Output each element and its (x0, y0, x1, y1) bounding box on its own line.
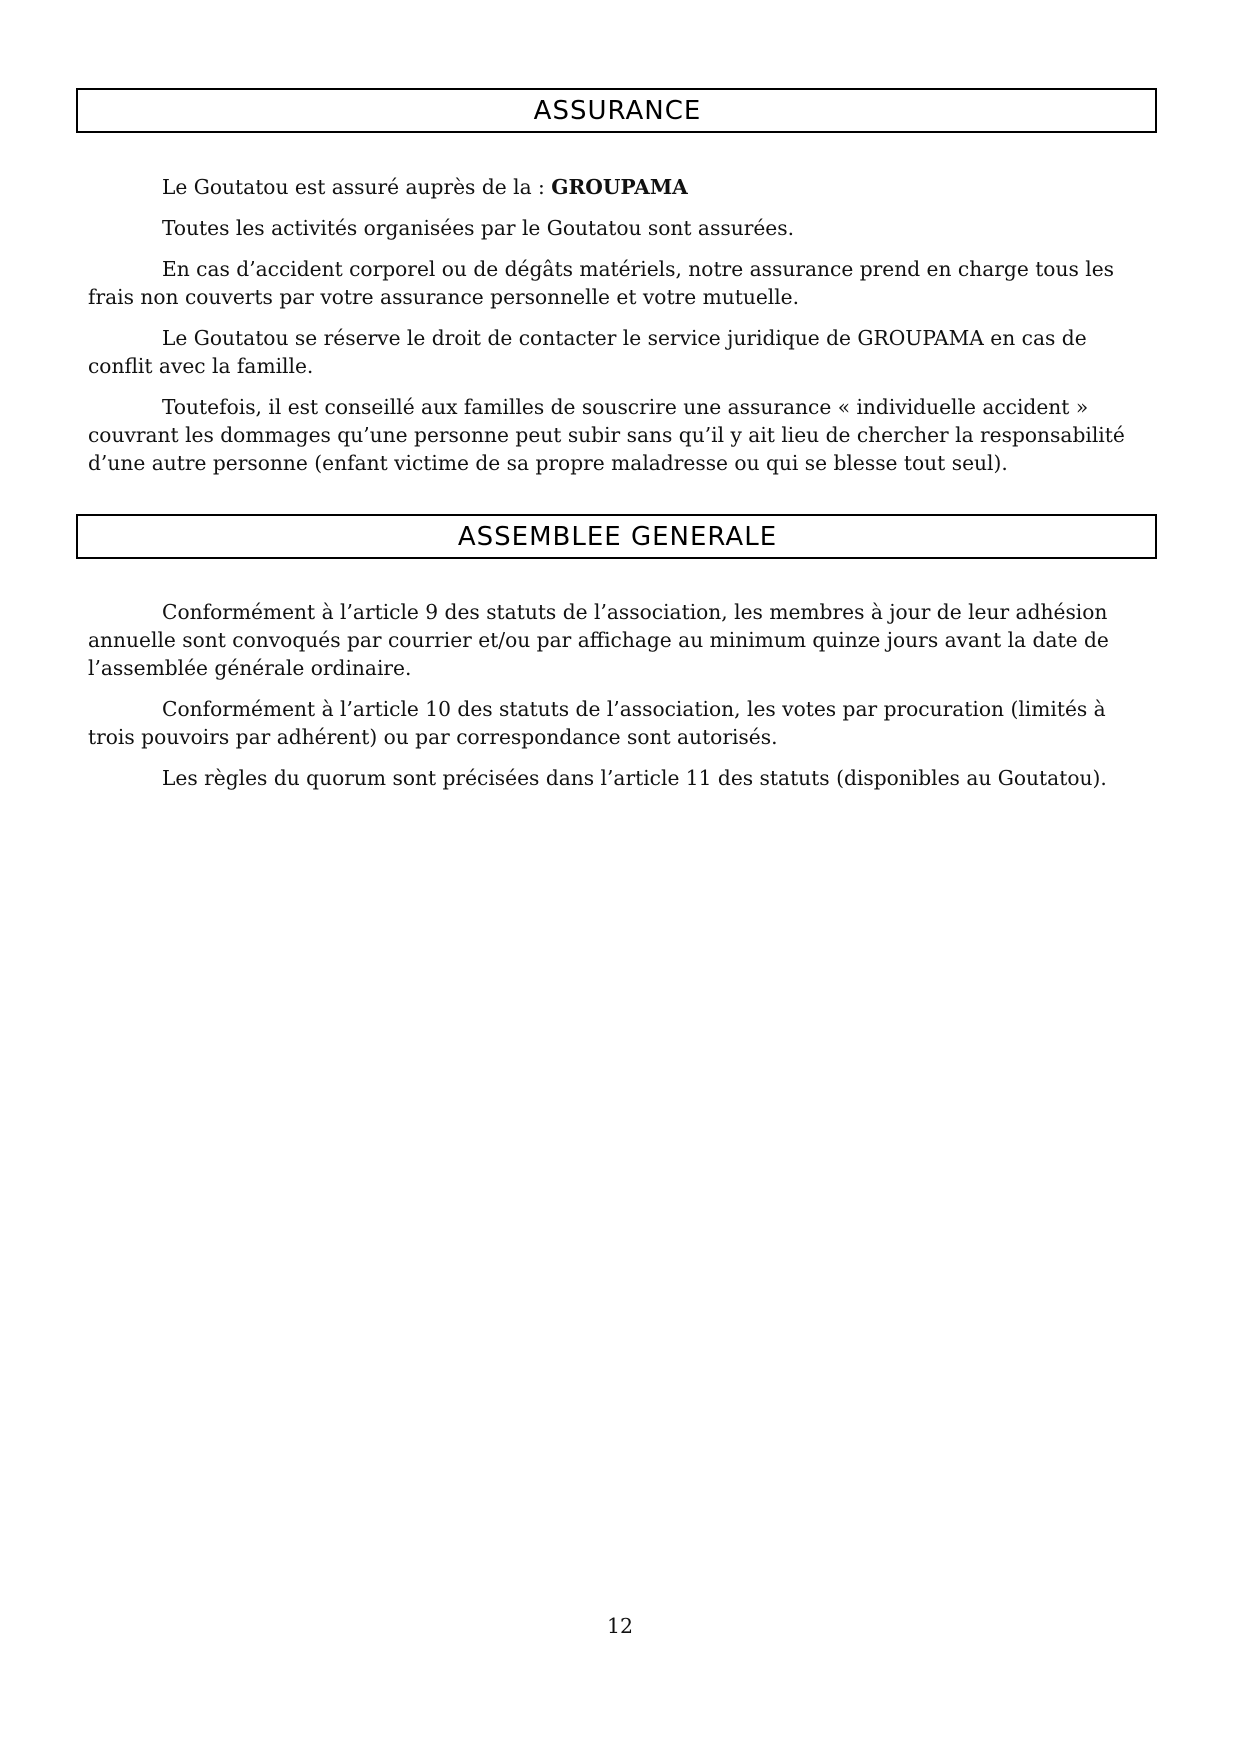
assurance-heading: ASSURANCE (533, 95, 702, 126)
insurer-name: GROUPAMA (551, 175, 688, 199)
assurance-paragraph-legal: Le Goutatou se réserve le droit de contacter le service juridique de GROUPAMA en cas de conflit avec la famille. (88, 326, 1087, 378)
assurance-paragraph-accident: En cas d’accident corporel ou de dégâts matériels, notre assurance prend en charge tous les frais non couverts par votre assurance personnelle et votre mutuelle. (88, 257, 1115, 309)
assemblee-paragraph-convocation: Conformément à l’article 9 des statuts de l’association, les membres à jour de leur adhésion annuelle sont convoqués par courrier et/ou par affichage au minimum quinze jours avant la date de l’assemblée générale ordinaire. (88, 600, 1109, 680)
page-number: 12 (606, 1614, 634, 1638)
insurer-intro: Le Goutatou est assuré auprès de la : (162, 175, 552, 199)
assemblee-paragraph-quorum: Les règles du quorum sont précisées dans l’article 11 des statuts (disponibles au Goutatou). (162, 766, 1107, 790)
assemblee-heading: ASSEMBLEE GENERALE (457, 521, 778, 552)
assemblee-section (88, 598, 1150, 805)
assurance-heading-box (76, 88, 1157, 133)
assemblee-heading-box (76, 514, 1157, 559)
assemblee-paragraph-votes: Conformément à l’article 10 des statuts de l’association, les votes par procuration (limités à trois pouvoirs par adhérent) ou par correspondance sont autorisés. (88, 697, 1106, 749)
assurance-paragraph-insurer (88, 173, 1150, 201)
assurance-paragraph-activities: Toutes les activités organisées par le Goutatou sont assurées. (162, 216, 795, 240)
assurance-paragraph-advice: Toutefois, il est conseillé aux familles de souscrire une assurance « individuelle accident » couvrant les dommages qu’une personne peut subir sans qu’il y ait lieu de chercher la responsabilité d’une autre personne (enfant victime de sa propre maladresse ou qui se blesse tout seul). (88, 395, 1125, 475)
assurance-section (88, 173, 1150, 490)
